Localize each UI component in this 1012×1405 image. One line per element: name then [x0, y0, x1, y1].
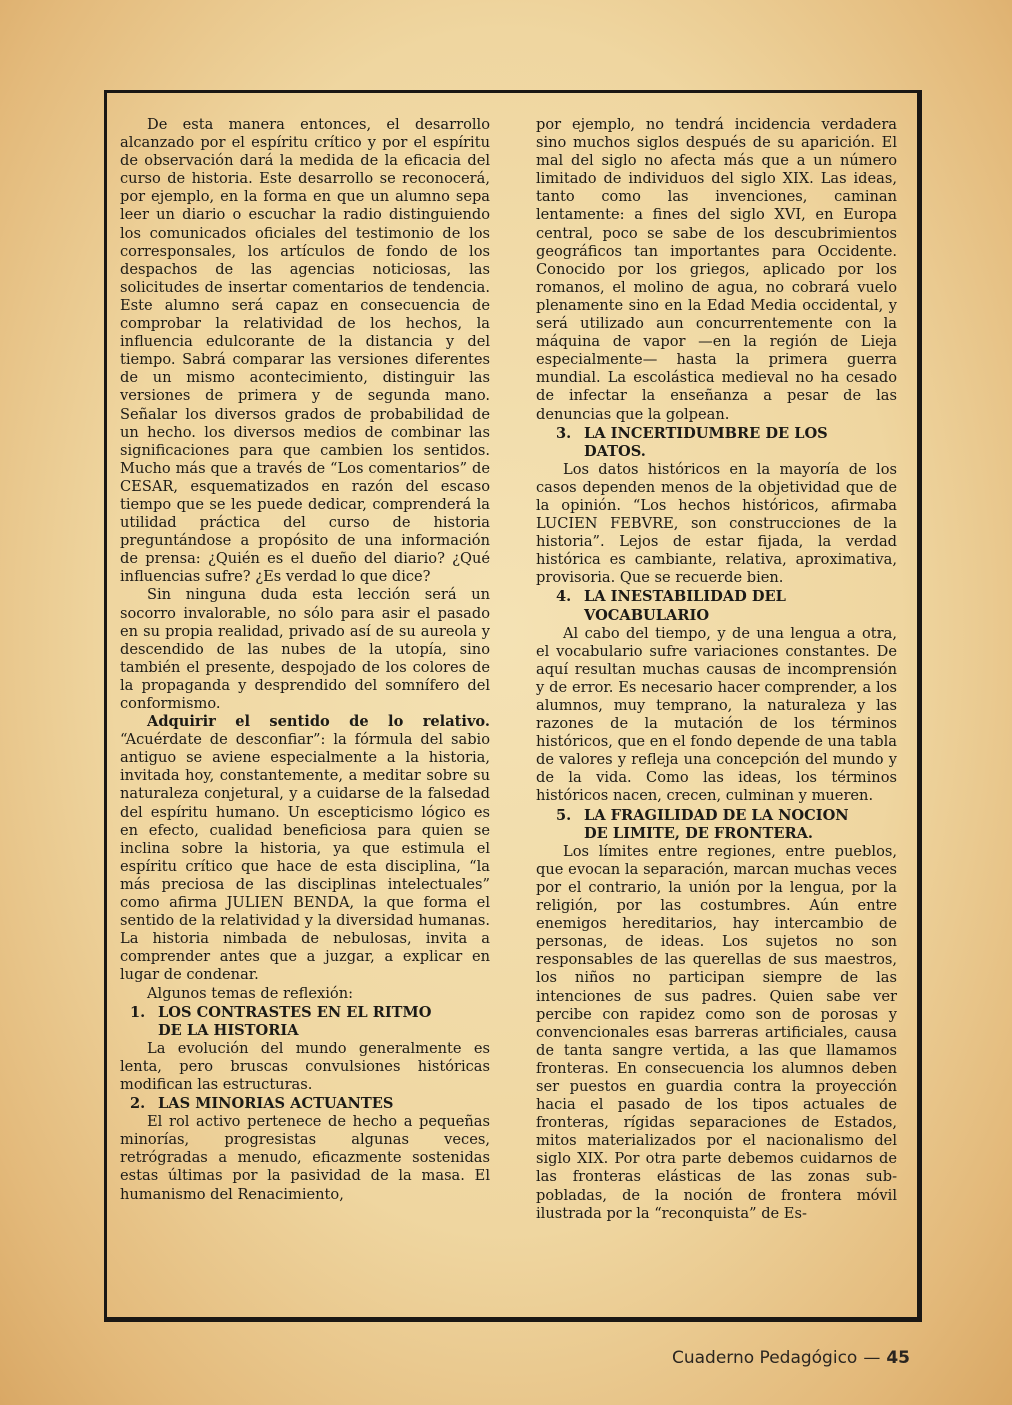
heading-text: DE LA HISTORIA — [158, 1021, 299, 1039]
paragraph: por ejemplo, no tendrá incidencia verdadera sino muchos siglos después de su aparición. El mal del siglo no afecta más que a un número limitado de individuos del siglo XIX. Las ideas, tanto como las invenciones, caminan lentamente: a fines del siglo XVI, en Europa central, poco se sabe de los descubrimientos geográficos tan importantes para Occidente. Conocido por los griegos, aplicado por los romanos, el molino de agua, no cobrará vuelo plenamente sino en la Edad Media occidental, y será utilizado aun concurrentemente con la máquina de vapor —en la región de Lieja especialmente— hasta la primera guerra mundial. La escolástica medieval no ha cesado de infectar la enseñanza a pesar de las denuncias que la golpean. — [536, 116, 897, 423]
heading-number: 5. — [556, 806, 572, 824]
paragraph: De esta manera entonces, el desarrollo alcanzado por el espíritu crítico y por el espíritu de observación dará la medida de la eficacia del curso de historia. Este desarrollo se reconocerá, por ejemplo, en la forma en que un alumno sepa leer un diario o escuchar la radio distinguiendo los comunicados oficiales del testimonio de los corresponsales, los artículos de fondo de los despachos de las agencias noticiosas, las solicitudes de insertar comentarios de tendencia. Este alumno será capaz en consecuencia de comprobar la relatividad de los hechos, la influencia edulcorante de la distancia y del tiempo. Sabrá comparar las versiones diferentes de un mismo acontecimiento, distinguir las versiones de primera y de segunda mano. Señalar los diversos grados de probabilidad de un hecho. los diversos medios de combinar las significaciones para que cambien los sentidos. Mucho más que a través de “Los comentarios” de CESAR, esquematizados en razón del escaso tiempo que se les puede dedicar, comprenderá la utilidad práctica del curso de historia preguntándose a propósito de una información de prensa: ¿Quién es el dueño del diario? ¿Qué influencias sufre? ¿Es verdad lo que dice? — [120, 116, 490, 586]
paragraph: Los datos históricos en la mayoría de los casos dependen menos de la objetividad que de la opinión. “Los hechos históricos, afirmaba LUCIEN FEBVRE, son construcciones de la historia”. Lejos de estar fijada, la verdad histórica es cambiante, relativa, aproximativa, provisoria. Que se recuerde bien. — [536, 460, 897, 587]
heading-text: LOS CONTRASTES EN EL RITMO — [158, 1003, 432, 1021]
heading-number: 1. — [130, 1003, 146, 1021]
heading-number: 3. — [556, 424, 572, 442]
heading-number: 2. — [130, 1095, 146, 1113]
paragraph — [120, 713, 490, 984]
heading-text: DATOS. — [584, 442, 646, 460]
left-column — [120, 116, 490, 1204]
heading-text: LA INCERTIDUMBRE DE LOS — [584, 424, 828, 442]
heading-text: LAS MINORIAS ACTUANTES — [158, 1095, 394, 1113]
section-heading — [120, 1004, 490, 1040]
section-heading — [536, 588, 897, 624]
page-footer — [672, 1348, 910, 1368]
section-heading — [536, 425, 897, 461]
paragraph: Algunos temas de reflexión: — [147, 984, 354, 1002]
paragraph: Al cabo del tiempo, y de una lengua a otra, el vocabulario sufre variaciones constantes. De aquí resultan muchas causas de incomprensión y de error. Es necesario hacer comprender, a los alumnos, muy temprano, la naturaleza y las razones de la mutación de los términos históricos, que en el fondo depende de una tabla de valores y refleja una concepción del mundo y de la vida. Como las ideas, los términos históricos nacen, crecen, culminan y mueren. — [536, 624, 897, 805]
heading-text: LA INESTABILIDAD DEL — [584, 588, 786, 606]
paragraph: La evolución del mundo generalmente es lenta, pero bruscas convulsiones históricas modifican las estructuras. — [120, 1039, 490, 1093]
heading-text: VOCABULARIO — [584, 606, 710, 624]
page-number: 45 — [886, 1348, 910, 1368]
section-heading — [120, 1095, 490, 1113]
heading-text: LA FRAGILIDAD DE LA NOCION — [584, 806, 849, 824]
paragraph: Sin ninguna duda esta lección será un socorro invalorable, no sólo para asir el pasado en su propia realidad, privado así de su aureola y descendido de las nubes de la utopía, sino también el presente, despojado de los colores de la propaganda y desprendido del somnífero del conformismo. — [120, 586, 490, 712]
heading-number: 4. — [556, 588, 572, 606]
paragraph-text: “Acuérdate de desconfiar”: la fórmula del sabio antiguo se aviene especialmente a la historia, invitada hoy, constantemente, a meditar sobre su naturaleza conjetural, y a cuidarse de la falsedad del espíritu humano. Un escepticismo lógico es en efecto, cualidad beneficiosa para quien se inclina sobre la historia, ya que estimula el espíritu crítico que hace de esta disciplina, “la más preciosa de las disciplinas intelectuales” como afirma JULIEN BENDA, la que forma el sentido de la relatividad y la diversidad humanas. La historia nimbada de nebulosas, invita a comprender antes que a juzgar, a explicar en lugar de condenar. — [120, 731, 490, 984]
footer-dash: — — [863, 1348, 881, 1368]
right-column — [536, 116, 897, 1223]
paragraph-lead: Adquirir el sentido de lo relativo. — [147, 713, 490, 731]
paragraph: Los límites entre regiones, entre pueblos, que evocan la separación, marcan muchas veces por el contrario, la unión por la lengua, por la religión, por las costumbres. Aún entre enemigos hereditarios, hay intercambio de personas, de ideas. Los sujetos no son responsables de las querellas de sus maestros, los niños no participan siempre de las intenciones de sus padres. Quien sabe ver percibe con rapidez como son de porosas y convencionales esas barreras artificiales, causa de tanta sangre vertida, a las que llamamos fronteras. En consecuencia los alumnos deben ser puestos en guardia contra la proyección hacia el pasado de los tipos actuales de fronteras, rígidas separaciones de Estados, mitos materializados por el nacionalismo del siglo XIX. Por otra parte debemos cuidarnos de las fronteras elásticas de las zonas sub-pobladas, de la noción de frontera móvil ilustrada por la “reconquista” de Es- — [536, 842, 897, 1222]
heading-text: DE LIMITE, DE FRONTERA. — [584, 824, 813, 842]
paragraph: El rol activo pertenece de hecho a pequeñas minorías, progresistas algunas veces, retrógradas a menudo, eficazmente sostenidas estas últimas por la pasividad de la masa. El humanismo del Renacimiento, — [120, 1113, 490, 1203]
section-heading — [536, 807, 897, 843]
publication-title: Cuaderno Pedagógico — [671, 1348, 858, 1368]
